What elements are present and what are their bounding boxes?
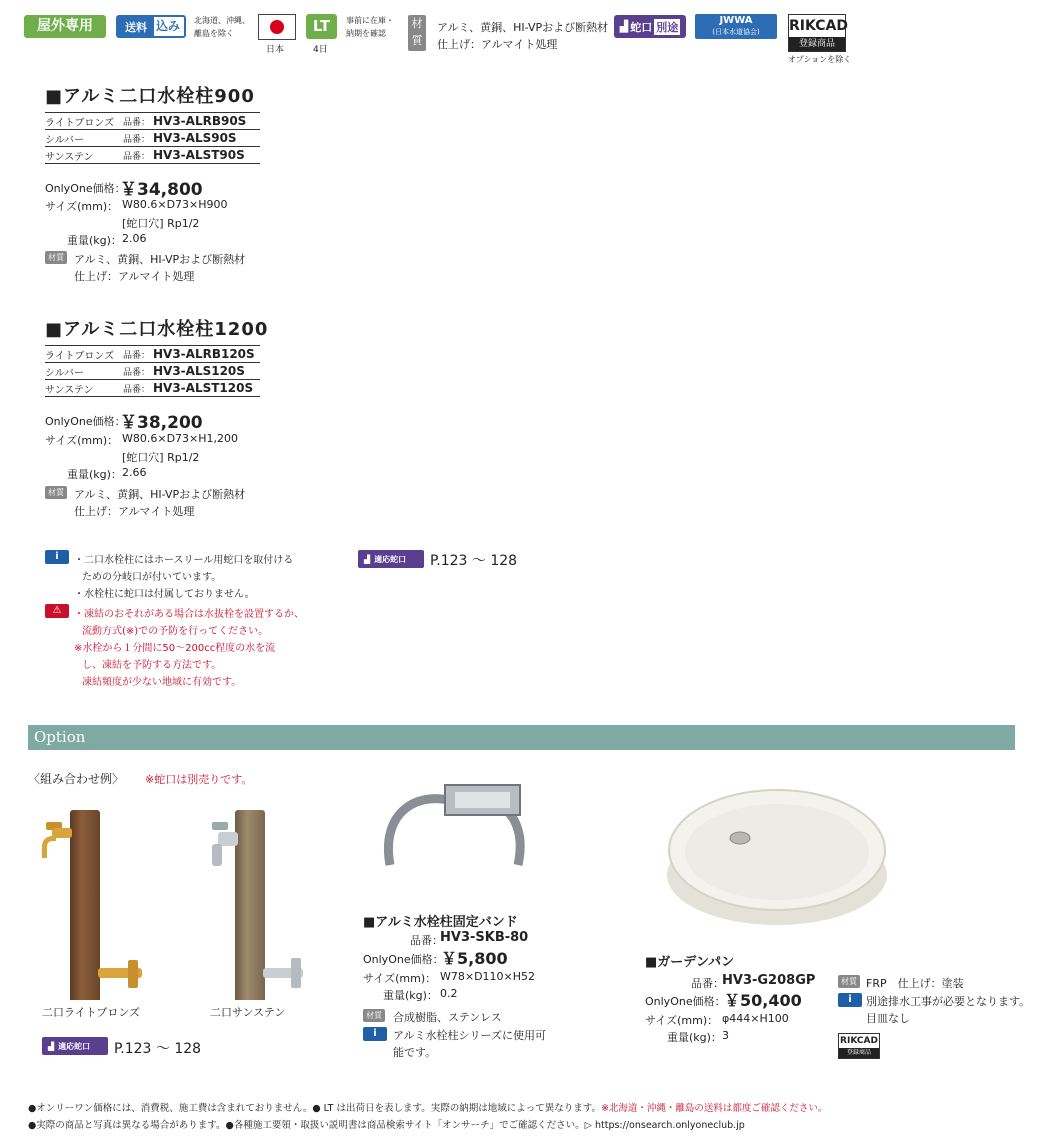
table-row: ライトブロンズ 品番： HV3-ALRB120S bbox=[45, 346, 260, 363]
brass-tap-icon bbox=[42, 822, 74, 862]
warning-2: ※水栓から１分間に50～200cc程度の水を流 bbox=[74, 643, 276, 654]
compatible-tap-pages: P.123 ～ 128 bbox=[430, 553, 518, 569]
jwwa-badge: JWWA (日本水道協会) bbox=[695, 14, 777, 39]
size-label: サイズ(mm)： bbox=[45, 200, 119, 213]
warning-icon: ⚠ bbox=[45, 604, 69, 618]
band-title: ■アルミ水栓柱固定バンド bbox=[363, 915, 518, 930]
combo-note: ※蛇口は別売りです。 bbox=[145, 773, 253, 786]
pan-info: 別途排水工事が必要となります。 bbox=[866, 995, 1031, 1008]
hole-value: [蛇口穴] Rp1/2 bbox=[122, 451, 200, 464]
material-text: アルミ、黄銅、HI-VPおよび断熱材 bbox=[74, 253, 246, 266]
lt-note-1: 事前に在庫・ bbox=[346, 16, 394, 25]
table-row: サンステン 品番： HV3-ALST90S bbox=[45, 147, 260, 164]
product-900-title: ■アルミ二口水栓柱900 bbox=[45, 86, 255, 107]
pan-price-label: OnlyOne価格： bbox=[645, 995, 726, 1008]
bronze-post-image bbox=[70, 810, 100, 1000]
note-1: ・二口水栓柱にはホースリール用蛇口を取付ける bbox=[74, 555, 294, 566]
note-2: ・水栓柱に蛇口は付属しておりません。 bbox=[74, 589, 255, 600]
brass-lower-tap-icon bbox=[98, 960, 150, 990]
warning-2c: 凍結頻度が少ない地域に有効です。 bbox=[82, 677, 242, 688]
weight-label: 重量(kg)： bbox=[67, 468, 122, 481]
finish-text: 仕上げ：アルマイト処理 bbox=[74, 270, 195, 283]
note-1b: ための分岐口が付いています。 bbox=[82, 572, 222, 583]
weight-label: 重量(kg)： bbox=[67, 234, 122, 247]
shipping-included: 込み bbox=[156, 19, 181, 33]
product-900-table bbox=[45, 113, 260, 164]
band-weight-label: 重量(kg)： bbox=[383, 989, 438, 1002]
warning-1b: 流動方式(※)での予防を行ってください。 bbox=[82, 626, 269, 637]
material-icon: 材質 bbox=[838, 975, 860, 988]
material-icon: 材質 bbox=[45, 251, 67, 264]
info-icon: i bbox=[838, 993, 862, 1007]
outdoor-badge: 屋外専用 bbox=[24, 15, 106, 38]
price-label: OnlyOne価格： bbox=[45, 415, 126, 428]
caption-sunsten: 二口サンステン bbox=[210, 1006, 286, 1019]
fixing-band-image bbox=[380, 780, 530, 875]
price-label: OnlyOne価格： bbox=[45, 182, 126, 195]
pan-weight-label: 重量(kg)： bbox=[667, 1031, 722, 1044]
pan-code: HV3-G208GP bbox=[722, 973, 816, 988]
info-icon: i bbox=[45, 550, 69, 564]
faucet-icon: ▟ bbox=[364, 554, 371, 564]
tap-separate-badge: ▟ 蛇口 別途 bbox=[614, 15, 686, 38]
band-size-label: サイズ(mm)： bbox=[363, 972, 437, 985]
table-row: シルバー 品番： HV3-ALS120S bbox=[45, 363, 260, 380]
band-info: アルミ水栓柱シリーズに使用可 bbox=[393, 1029, 547, 1042]
size-label: サイズ(mm)： bbox=[45, 434, 119, 447]
info-icon: i bbox=[363, 1027, 387, 1041]
lt-badge: LT bbox=[306, 14, 337, 39]
rikcad-badge: RIKCAD 登録商品 bbox=[788, 14, 846, 52]
compatible-tap-pages: P.123 ～ 128 bbox=[114, 1041, 202, 1057]
pan-code-label: 品番： bbox=[691, 977, 724, 990]
garden-pan-image bbox=[665, 780, 890, 930]
product-1200-title: ■アルミ二口水栓柱1200 bbox=[45, 319, 269, 340]
material-icon: 材質 bbox=[45, 486, 67, 499]
pan-size: φ444×H100 bbox=[722, 1012, 789, 1025]
pan-size-label: サイズ(mm)： bbox=[645, 1014, 719, 1027]
pan-material: FRP 仕上げ：塗装 bbox=[866, 977, 964, 990]
rikcad-note: オプションを除く bbox=[788, 55, 852, 64]
shipping-badge bbox=[116, 15, 186, 38]
band-material: 合成樹脂、ステンレス bbox=[393, 1011, 502, 1024]
caption-bronze: 二口ライトブロンズ bbox=[42, 1006, 141, 1019]
lt-note-2: 納期を確認 bbox=[346, 29, 386, 38]
rikcad-badge: RIKCAD 登録商品 bbox=[838, 1033, 880, 1059]
faucet-icon: ▟ bbox=[619, 20, 629, 33]
footer-line-2: ●実際の商品と写真は異なる場合があります。●各種施工要領・取扱い説明書は商品検索サイト「オンサーチ」でご確認ください。▷ https://onsearch.onlyoneclub.jp bbox=[28, 1120, 745, 1131]
combo-title: 〈組み合わせ例〉 bbox=[28, 772, 125, 786]
pan-price: ￥50,400 bbox=[724, 991, 802, 1010]
size-value: W80.6×D73×H900 bbox=[122, 198, 228, 211]
band-weight: 0.2 bbox=[440, 987, 458, 1000]
footer-line-1: ●オンリーワン価格には、消費税、施工費は含まれておりません。● LT は出荷日を表します。実際の納期は地域によって異なります。※北海道・沖縄・離島の送料は都度ご確認ください。 bbox=[28, 1103, 828, 1114]
pan-title: ■ガーデンパン bbox=[645, 955, 735, 970]
truck-icon: 送料 bbox=[118, 17, 154, 36]
table-row: ライトブロンズ 品番： HV3-ALRB90S bbox=[45, 113, 260, 130]
country-label: 日本 bbox=[266, 45, 285, 55]
band-info-2: 能です。 bbox=[393, 1046, 437, 1059]
product-1200-table bbox=[45, 346, 260, 397]
compatible-tap-badge: ▟ 適応蛇口 bbox=[358, 550, 424, 568]
band-price: ￥5,800 bbox=[441, 949, 508, 968]
band-size: W78×D110×H52 bbox=[440, 970, 536, 983]
hole-value: [蛇口穴] Rp1/2 bbox=[122, 217, 200, 230]
weight-value: 2.06 bbox=[122, 232, 147, 245]
band-code-label: 品番： bbox=[410, 934, 443, 947]
band-code: HV3-SKB-80 bbox=[440, 930, 529, 945]
lt-days: 4日 bbox=[313, 45, 328, 55]
pan-weight: 3 bbox=[722, 1029, 729, 1042]
finish-text: 仕上げ：アルマイト処理 bbox=[74, 505, 195, 518]
faucet-icon: ▟ bbox=[48, 1041, 55, 1051]
chrome-tap-icon bbox=[208, 822, 240, 872]
material-icon: 材質 bbox=[363, 1009, 385, 1022]
chrome-lower-tap-icon bbox=[263, 958, 311, 990]
material-text: アルミ、黄銅、HI-VPおよび断熱材 bbox=[74, 488, 246, 501]
size-value: W80.6×D73×H1,200 bbox=[122, 432, 239, 445]
warning-2b: し、凍結を予防する方法です。 bbox=[82, 660, 222, 671]
japan-flag-icon bbox=[258, 14, 296, 40]
compatible-tap-badge: ▟ 適応蛇口 bbox=[42, 1037, 108, 1055]
pan-info-2: 目皿なし bbox=[866, 1012, 910, 1025]
material-badge: 材 質 bbox=[408, 15, 426, 51]
price-value: ￥38,200 bbox=[120, 413, 203, 433]
warning-1: ・凍結のおそれがある場合は水抜栓を設置するか、 bbox=[74, 609, 304, 620]
material-line-1: アルミ、黄銅、HI-VPおよび断熱材 bbox=[437, 21, 609, 34]
material-line-2: 仕上げ：アルマイト処理 bbox=[437, 38, 558, 51]
band-price-label: OnlyOne価格： bbox=[363, 953, 444, 966]
price-value: ￥34,800 bbox=[120, 180, 203, 200]
table-row: シルバー 品番： HV3-ALS90S bbox=[45, 130, 260, 147]
shipping-note-1: 北海道、沖縄、 bbox=[194, 16, 250, 25]
table-row: サンステン 品番： HV3-ALST120S bbox=[45, 380, 260, 397]
shipping-note-2: 離島を除く bbox=[194, 29, 234, 38]
option-header: Option bbox=[28, 725, 1015, 750]
weight-value: 2.66 bbox=[122, 466, 147, 479]
